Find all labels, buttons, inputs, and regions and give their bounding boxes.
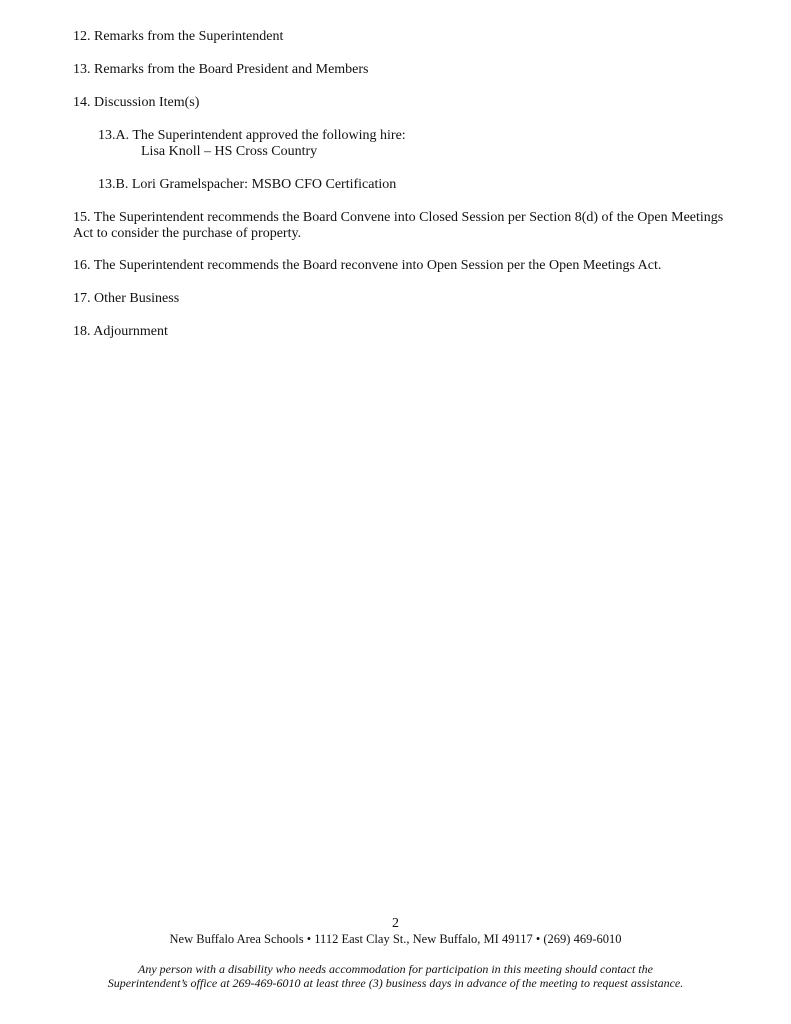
- discussion-item-a: 13.A. The Superintendent approved the following hire:: [98, 128, 406, 143]
- footer-address: New Buffalo Area Schools • 1112 East Clay St., New Buffalo, MI 49117 • (269) 469-6010: [169, 932, 622, 946]
- discussion-item-a-detail: Lisa Knoll – HS Cross Country: [141, 144, 318, 159]
- agenda-item-17: 17. Other Business: [73, 291, 180, 306]
- agenda-item-14: 14. Discussion Item(s): [73, 95, 200, 110]
- agenda-item-18: 18. Adjournment: [73, 324, 168, 339]
- page-number: 2: [392, 916, 399, 931]
- accessibility-notice-line-2: Superintendent’s office at 269-469-6010 at least three (3) business days in advance of the meeting to request assistance.: [107, 976, 684, 990]
- agenda-item-13: 13. Remarks from the Board President and Members: [73, 62, 369, 77]
- discussion-item-b: 13.B. Lori Gramelspacher: MSBO CFO Certification: [98, 177, 397, 192]
- agenda-item-15-continued: Act to consider the purchase of property.: [73, 226, 302, 241]
- accessibility-notice-line-1: Any person with a disability who needs accommodation for participation in this meeting should contact the: [138, 962, 653, 976]
- agenda-item-15: 15. The Superintendent recommends the Board Convene into Closed Session per Section 8(d) of the Open Meetings: [73, 210, 724, 225]
- agenda-item-16: 16. The Superintendent recommends the Board reconvene into Open Session per the Open Meetings Act.: [73, 258, 662, 273]
- agenda-item-12: 12. Remarks from the Superintendent: [73, 29, 284, 44]
